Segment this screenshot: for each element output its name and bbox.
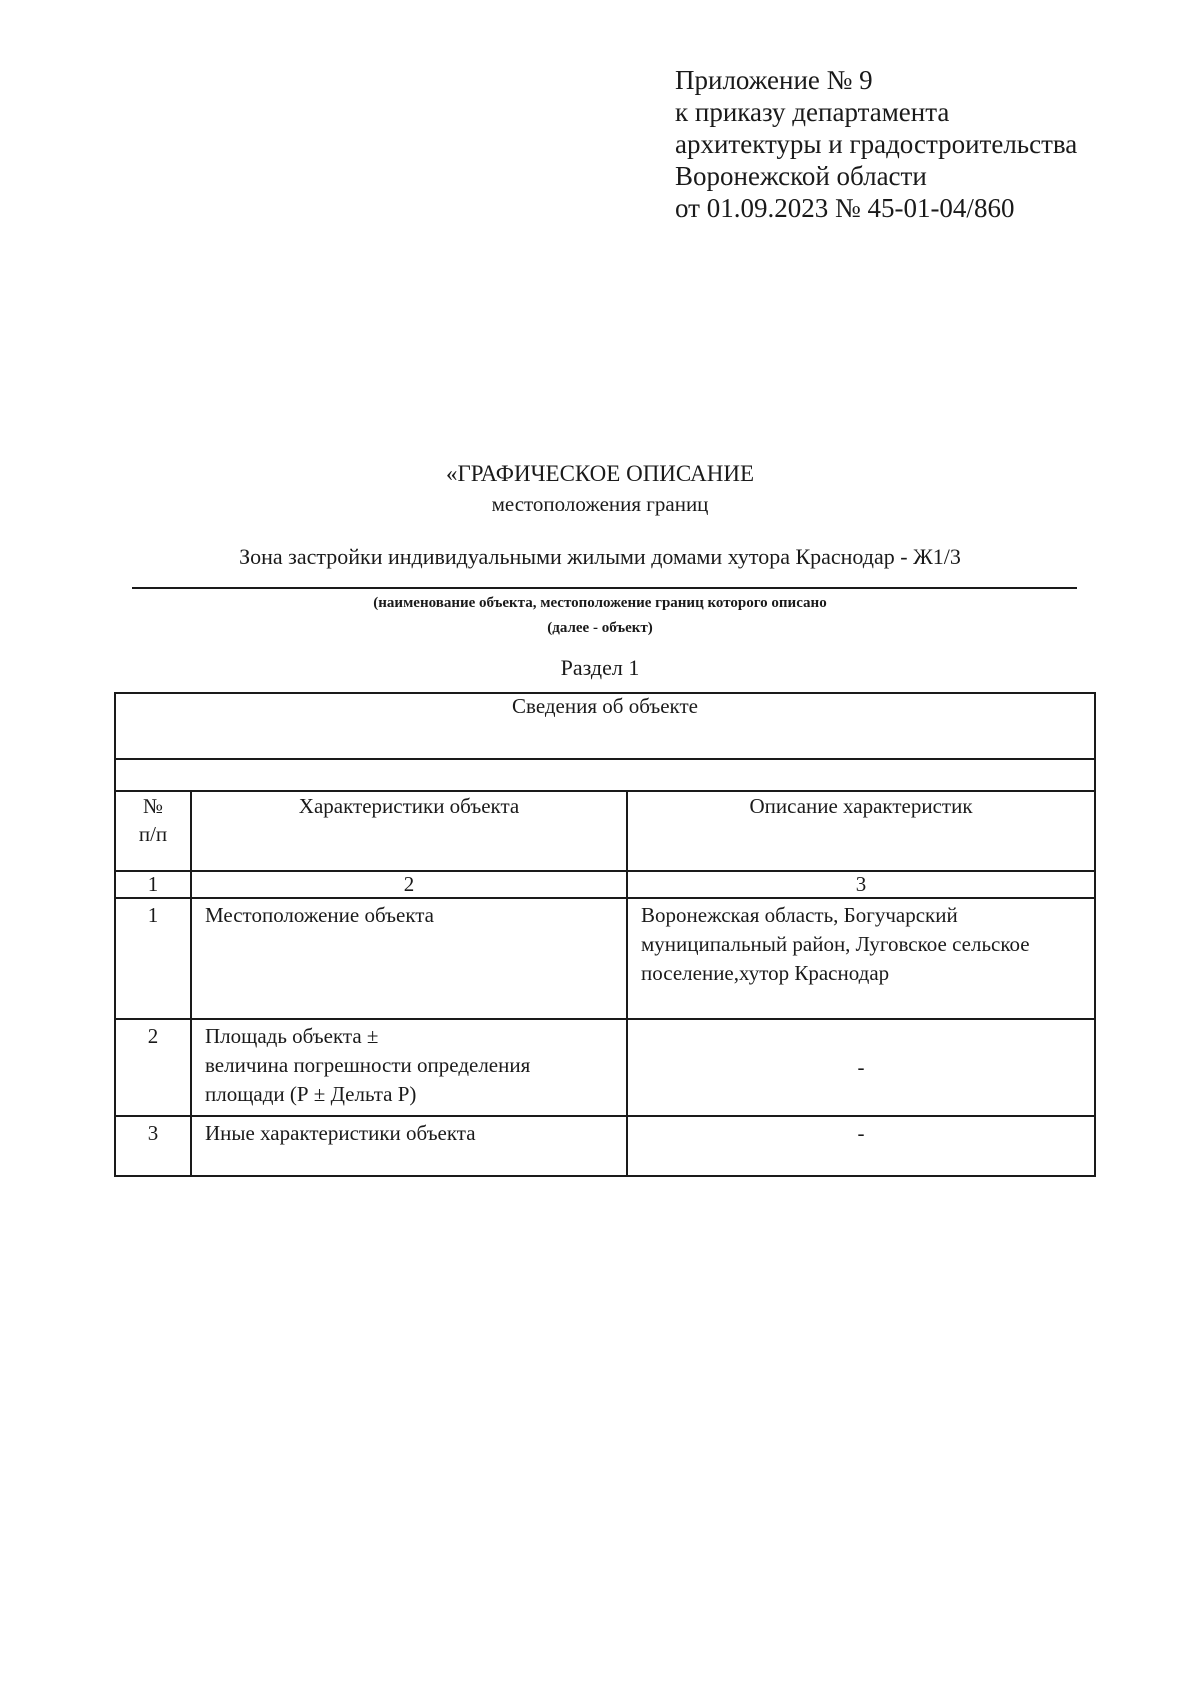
object-name: Зона застройки индивидуальными жилыми домами хутора Краснодар - Ж1/3 xyxy=(239,544,961,569)
table-column-numbers-row xyxy=(115,871,1095,898)
row-number: 3 xyxy=(115,1116,191,1176)
row-characteristic: Иные характеристики объекта xyxy=(191,1116,627,1176)
section-label: Раздел 1 xyxy=(560,655,640,680)
object-name-underline xyxy=(132,587,1077,589)
appendix-line-4: Воронежской области xyxy=(675,161,927,191)
table-row xyxy=(115,1116,1095,1176)
row-characteristic-line-1: Площадь объекта ± xyxy=(205,1024,379,1048)
row-number: 2 xyxy=(115,1019,191,1116)
appendix-header xyxy=(675,64,1077,224)
row-characteristic-line-2: величина погрешности определения площади (Р ± Дельта Р) xyxy=(205,1053,531,1106)
table-row xyxy=(115,1019,1095,1116)
column-header-number-line-2: п/п xyxy=(138,822,168,846)
table-header: Сведения об объекте xyxy=(115,693,1095,759)
row-description: Воронежская область, Богучарский муниципальный район, Луговское сельское поселение,хутор Краснодар xyxy=(627,898,1095,1019)
row-number: 1 xyxy=(115,898,191,1019)
row-characteristic: Местоположение объекта xyxy=(191,898,627,1019)
table-empty-row xyxy=(115,759,1095,791)
table-empty-cell xyxy=(115,759,1095,791)
object-name-caption-line-2: (далее - объект) xyxy=(547,620,653,636)
column-header-number xyxy=(115,791,191,871)
appendix-line-2: к приказу департамента xyxy=(675,97,950,127)
column-number-2: 2 xyxy=(191,871,627,898)
row-characteristic xyxy=(191,1019,627,1116)
object-info-table xyxy=(114,692,1096,1177)
appendix-line-3: архитектуры и градостроительства xyxy=(675,129,1078,159)
document-title: «ГРАФИЧЕСКОЕ ОПИСАНИЕ xyxy=(445,461,754,486)
column-header-characteristics: Характеристики объекта xyxy=(191,791,627,871)
column-number-1: 1 xyxy=(115,871,191,898)
table-row xyxy=(115,898,1095,1019)
column-header-description: Описание характеристик xyxy=(627,791,1095,871)
column-header-number-line-1: № xyxy=(142,794,164,818)
table-column-names-row xyxy=(115,791,1095,871)
document-subtitle: местоположения границ xyxy=(491,492,709,516)
row-description: - xyxy=(627,1116,1095,1176)
appendix-line-1: Приложение № 9 xyxy=(675,65,873,95)
row-description: - xyxy=(627,1019,1095,1116)
column-number-3: 3 xyxy=(627,871,1095,898)
table-header-row xyxy=(115,693,1095,759)
object-name-caption-line-1: (наименование объекта, местоположение границ которого описано xyxy=(373,595,827,611)
appendix-line-5: от 01.09.2023 № 45-01-04/860 xyxy=(675,193,1015,223)
